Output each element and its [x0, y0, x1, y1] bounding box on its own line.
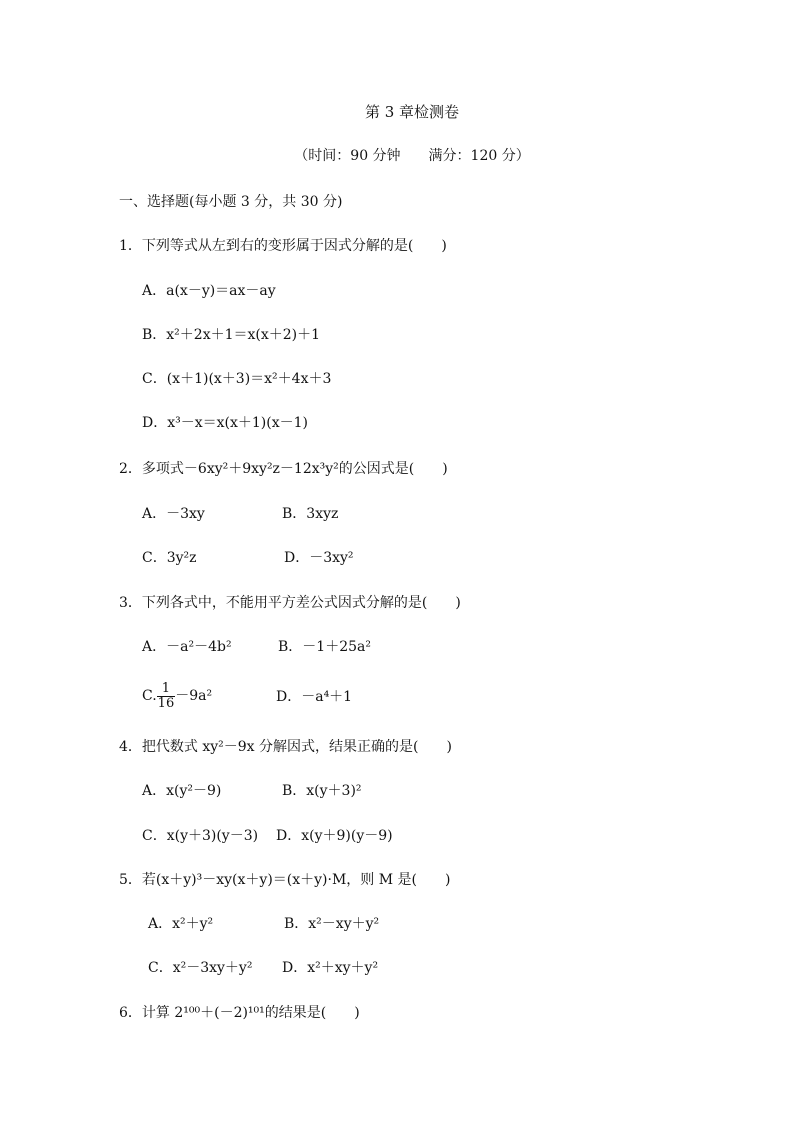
question-stem: 4．把代数式 xy²－9x 分解因式，结果正确的是( ) — [119, 739, 452, 755]
option-c: C．(x＋1)(x＋3)＝x²＋4x＋3 — [142, 371, 332, 387]
option-d: D．－a⁴＋1 — [276, 689, 353, 705]
option-a: A．x²＋y² — [148, 916, 214, 932]
option-c-label: C. — [142, 688, 157, 704]
option-b: B．x(y＋3)² — [282, 783, 362, 799]
section-heading: 一、选择题(每小题 3 分，共 30 分) — [119, 194, 343, 210]
fraction-denominator: 16 — [157, 695, 175, 711]
option-b: B．－1＋25a² — [278, 639, 371, 655]
option-d: D．x(y＋9)(y－9) — [276, 828, 393, 844]
page-title: 第 3 章检测卷 — [364, 103, 460, 121]
option-a: A．－3xy — [142, 506, 205, 522]
option-b: B．x²＋2x＋1＝x(x＋2)＋1 — [142, 327, 321, 343]
option-b: B．x²－xy＋y² — [284, 916, 380, 932]
option-b: B．3xyz — [282, 506, 339, 522]
option-c-rest: －9a² — [175, 688, 213, 704]
option-d: D．x²＋xy＋y² — [282, 960, 379, 976]
option-d: D．－3xy² — [284, 550, 354, 566]
question-stem: 5．若(x＋y)³－xy(x＋y)＝(x＋y)·M，则 M 是( ) — [119, 872, 451, 888]
question-stem: 6．计算 2¹⁰⁰＋(－2)¹⁰¹的结果是( ) — [119, 1005, 360, 1021]
fraction-numerator: 1 — [157, 682, 176, 697]
exam-info: （时间：90 分钟 满分：120 分） — [294, 148, 530, 164]
option-a: A．－a²－4b² — [142, 639, 232, 655]
question-stem: 1．下列等式从左到右的变形属于因式分解的是( ) — [119, 238, 447, 254]
option-a: A．x(y²－9) — [142, 783, 222, 799]
question-stem: 3．下列各式中，不能用平方差公式因式分解的是( ) — [119, 595, 461, 611]
option-c: C．x²－3xy＋y² — [148, 960, 253, 976]
option-c: C．3y²z — [142, 550, 197, 566]
option-a: A．a(x－y)＝ax－ay — [142, 283, 276, 299]
option-c — [142, 680, 212, 712]
fraction — [157, 682, 176, 711]
question-stem: 2．多项式－6xy²＋9xy²z－12x³y²的公因式是( ) — [119, 461, 448, 477]
option-c: C．x(y＋3)(y－3) — [142, 828, 259, 844]
option-d: D．x³－x＝x(x＋1)(x－1) — [142, 415, 308, 431]
